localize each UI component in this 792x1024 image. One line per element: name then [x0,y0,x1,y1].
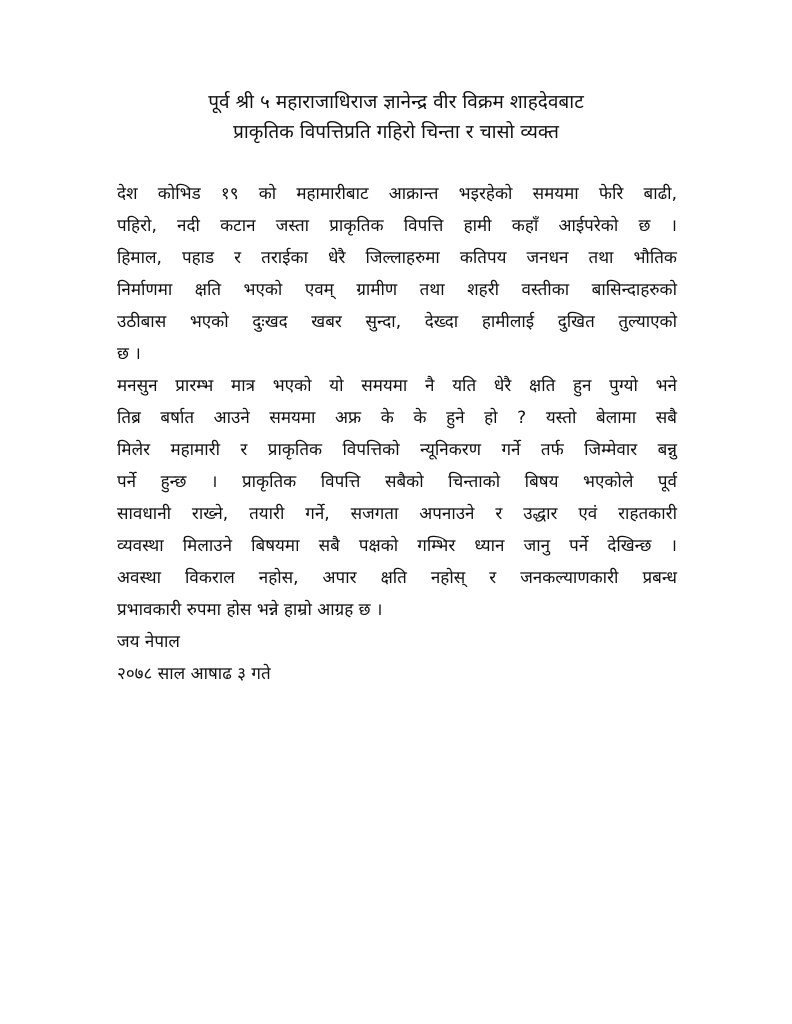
body-line: मनसुन प्रारम्भ मात्र भएको यो समयमा नै यति धेरै क्षति हुन पुग्यो भने [117,376,677,396]
body-line: छ । [117,344,141,364]
document-title-line-2: प्राकृतिक विपत्तिप्रति गहिरो चिन्ता र चासो व्यक्त [233,121,559,143]
body-line: अवस्था विकराल नहोस, अपार क्षति नहोस् र जनकल्याणकारी प्रबन्ध [117,568,677,588]
body-line: हिमाल, पहाड र तराईका धेरै जिल्लाहरुमा कतिपय जनधन तथा भौतिक [117,248,677,268]
body-line: पर्ने हुन्छ । प्राकृतिक विपत्ति सबैको चिन्ताको बिषय भएकोले पूर्व [117,472,677,492]
body-line: देश कोभिड १९ को महामारीबाट आक्रान्त भइरहेको समयमा फेरि बाढी, [117,184,677,204]
body-line: उठीबास भएको दुःखद खबर सुन्दा, देख्दा हामीलाई दुखित तुल्याएको [117,312,677,332]
body-line: निर्माणमा क्षति भएको एवम् ग्रामीण तथा शहरी वस्तीका बासिन्दाहरुको [117,280,677,300]
body-line: पहिरो, नदी कटान जस्ता प्राकृतिक विपत्ति हामी कहाँ आईपरेको छ । [117,216,677,236]
document-title-line-1: पूर्व श्री ५ महाराजाधिराज ज्ञानेन्द्र वीर विक्रम शाहदेवबाट [208,91,584,113]
body-line: मिलेर महामारी र प्राकृतिक विपत्तिको न्यूनिकरण गर्ने तर्फ जिम्मेवार बन्नु [117,440,677,460]
document-body [117,178,677,690]
body-line: व्यवस्था मिलाउने बिषयमा सबै पक्षको गम्भिर ध्यान जानु पर्ने देखिन्छ । [117,536,677,556]
body-line: तिब्र बर्षात आउने समयमा अफ्र के के हुने हो ? यस्तो बेलामा सबै [117,408,677,428]
body-line: सावधानी राख्ने, तयारी गर्ने, सजगता अपनाउने र उद्धार एवं राहतकारी [117,504,677,524]
date-line: २०७८ साल आषाढ ३ गते [117,664,271,684]
body-line: प्रभावकारी रुपमा होस भन्ने हाम्रो आग्रह छ । [117,600,383,620]
closing-line: जय नेपाल [117,632,180,652]
